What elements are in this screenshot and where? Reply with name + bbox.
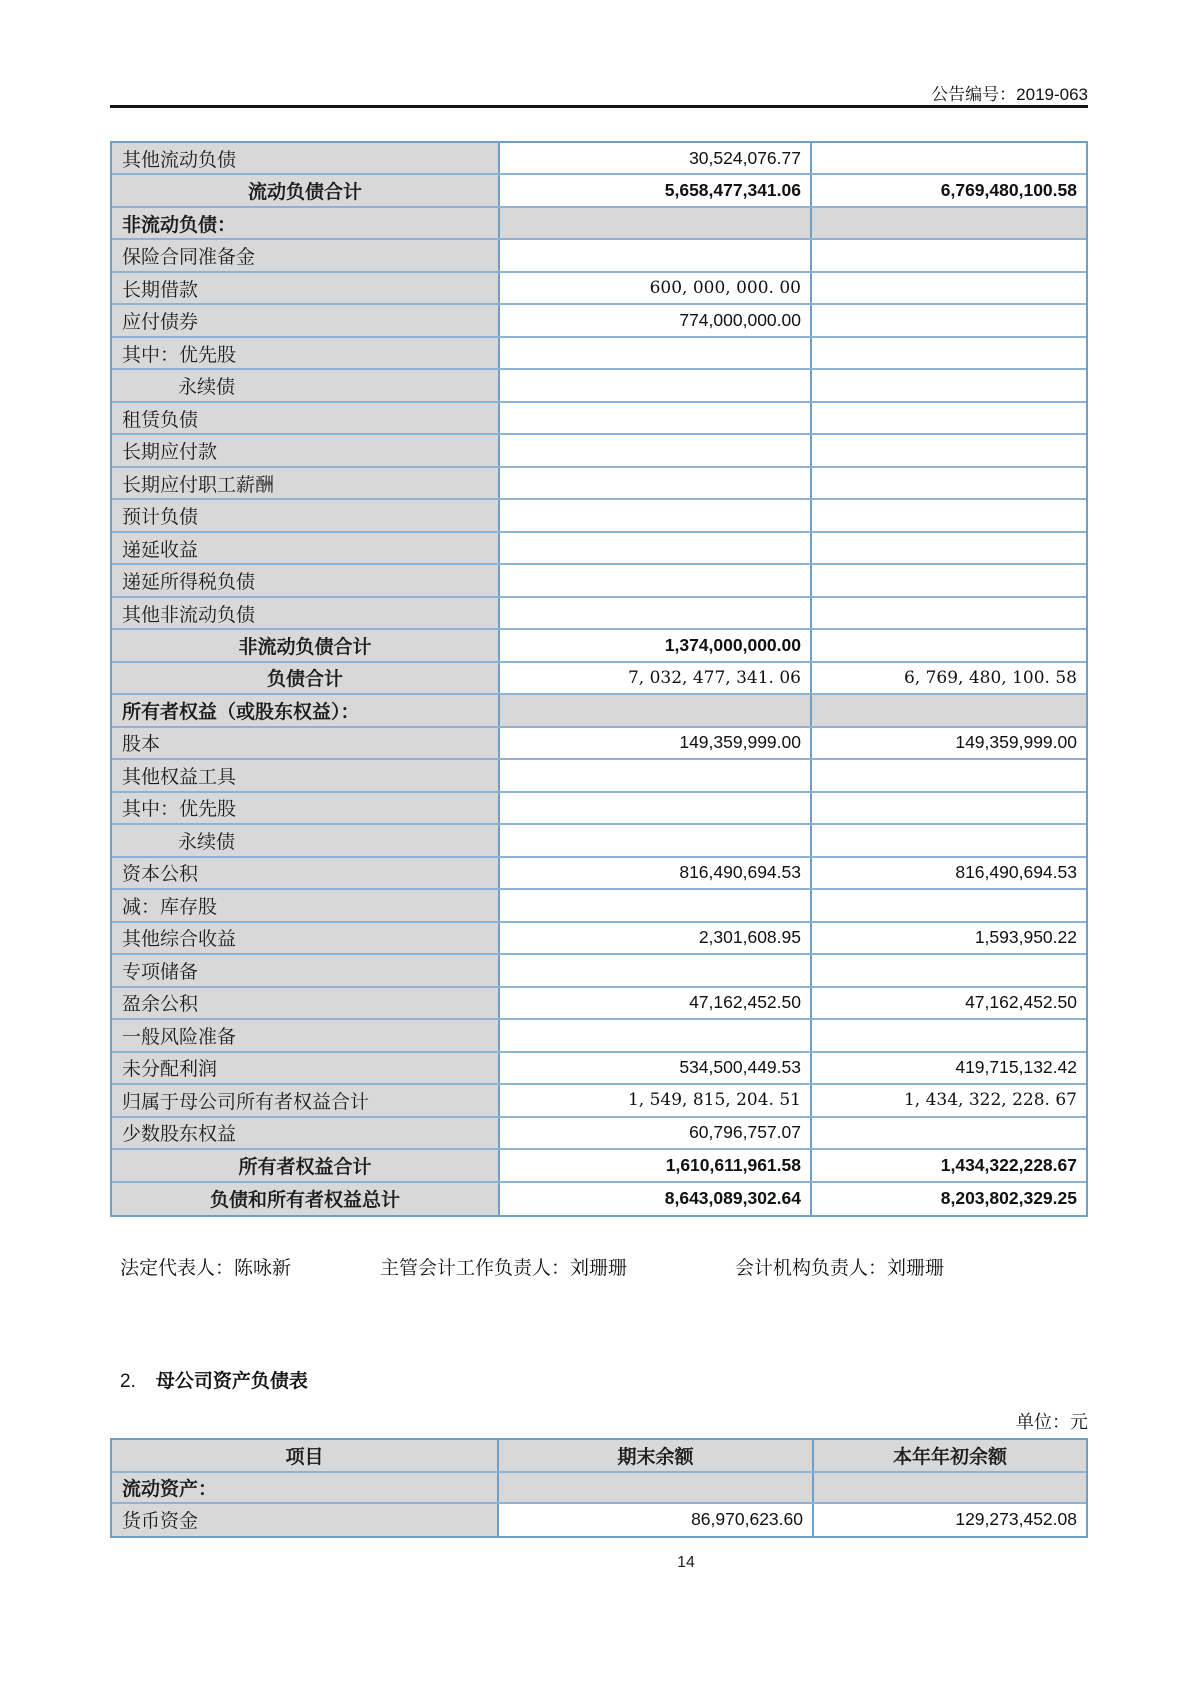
column-header-ending-balance: 期末余额	[499, 1440, 814, 1471]
cell-beginning-balance	[812, 305, 1086, 335]
table-row	[112, 143, 1086, 175]
cell-beginning-balance: 816,490,694.53	[955, 862, 1077, 883]
table-row	[112, 728, 1086, 760]
cell-ending-balance: 2,301,608.95	[500, 923, 812, 953]
cell-beginning-balance	[812, 370, 1086, 400]
cell-beginning-balance	[812, 468, 1086, 498]
table-row	[112, 1020, 1086, 1052]
row-label: 盈余公积	[112, 988, 500, 1018]
cell-ending-balance	[500, 793, 812, 823]
announcement-number: 公告编号：2019-063	[931, 85, 1088, 104]
table-row	[112, 1085, 1086, 1117]
row-label: 专项储备	[112, 955, 500, 985]
row-label: 递延所得税负债	[112, 565, 500, 595]
cell-ending-balance	[500, 500, 812, 530]
cell-beginning-balance	[812, 598, 1086, 628]
cell-ending-balance: 774,000,000.00	[500, 305, 812, 335]
row-label: 其中：优先股	[112, 793, 500, 823]
row-label: 未分配利润	[112, 1053, 500, 1083]
cell-beginning-balance	[812, 955, 1086, 985]
cell-beginning-balance	[812, 338, 1086, 368]
cell-beginning-balance	[812, 793, 1086, 823]
cell-beginning-balance: 149,359,999.00	[955, 732, 1077, 753]
cell-ending-balance	[500, 695, 812, 725]
row-label: 预计负债	[112, 500, 500, 530]
column-header-item: 项目	[112, 1440, 499, 1471]
table-row	[112, 890, 1086, 922]
row-label: 长期借款	[112, 273, 500, 303]
header-rule	[110, 105, 1088, 108]
cell-ending-balance: 534,500,449.53	[500, 1053, 812, 1083]
table-row	[112, 208, 1086, 240]
cell-ending-balance	[499, 1473, 814, 1503]
row-label: 流动资产：	[112, 1473, 499, 1503]
cell-ending-balance	[500, 338, 812, 368]
accounting-org-head: 会计机构负责人：刘珊珊	[735, 1258, 945, 1279]
table-row	[112, 565, 1086, 597]
cell-beginning-balance	[812, 890, 1086, 920]
table-row	[112, 1473, 1086, 1505]
cell-ending-balance	[500, 760, 812, 790]
row-label: 其中：优先股	[112, 338, 500, 368]
table-row	[112, 305, 1086, 337]
cell-ending-balance: 1,374,000,000.00	[500, 630, 812, 660]
table-row	[112, 760, 1086, 792]
row-label: 永续债	[112, 825, 500, 855]
legal-representative: 法定代表人：陈咏新	[120, 1258, 292, 1279]
table-row	[112, 923, 1086, 955]
row-label: 归属于母公司所有者权益合计	[112, 1085, 500, 1115]
cell-beginning-balance: 419,715,132.42	[955, 1057, 1077, 1078]
row-label: 递延收益	[112, 533, 500, 563]
cell-ending-balance: 60,796,757.07	[500, 1118, 812, 1148]
table-row	[112, 695, 1086, 727]
cell-ending-balance: 816,490,694.53	[500, 858, 812, 888]
row-label: 货币资金	[112, 1504, 499, 1536]
cell-beginning-balance: 1,593,950.22	[974, 927, 1077, 948]
cell-beginning-balance: 6, 769, 480, 100. 58	[903, 667, 1077, 688]
row-label: 其他权益工具	[112, 760, 500, 790]
table-row	[112, 370, 1086, 402]
cell-beginning-balance	[812, 500, 1086, 530]
table-row	[112, 1118, 1086, 1150]
cell-ending-balance	[500, 435, 812, 465]
cell-beginning-balance	[812, 240, 1086, 270]
row-label: 负债和所有者权益总计	[112, 1183, 500, 1215]
table-row	[112, 338, 1086, 370]
row-label: 非流动负债合计	[112, 630, 500, 660]
cell-ending-balance	[500, 403, 812, 433]
table-row	[112, 1150, 1086, 1182]
cell-ending-balance	[500, 825, 812, 855]
cell-ending-balance: 149,359,999.00	[500, 728, 812, 758]
row-label: 流动负债合计	[112, 175, 500, 205]
row-label: 非流动负债：	[112, 208, 500, 238]
cell-ending-balance: 30,524,076.77	[500, 143, 812, 173]
section-title: 母公司资产负债表	[155, 1371, 308, 1392]
row-label: 股本	[112, 728, 500, 758]
table-row	[112, 468, 1086, 500]
cell-beginning-balance	[812, 533, 1086, 563]
cell-ending-balance	[500, 370, 812, 400]
table-row	[112, 403, 1086, 435]
cell-ending-balance	[500, 598, 812, 628]
cell-beginning-balance	[812, 1020, 1086, 1050]
cell-beginning-balance	[812, 273, 1086, 303]
table-row	[112, 793, 1086, 825]
cell-ending-balance: 86,970,623.60	[499, 1504, 814, 1536]
cell-ending-balance	[500, 468, 812, 498]
table-row	[112, 1504, 1086, 1536]
table-row	[112, 988, 1086, 1020]
cell-ending-balance: 1, 549, 815, 204. 51	[500, 1085, 812, 1115]
cell-ending-balance	[500, 208, 812, 238]
cell-beginning-balance	[812, 695, 1086, 725]
cell-ending-balance	[500, 240, 812, 270]
cell-beginning-balance	[812, 143, 1086, 173]
cell-beginning-balance	[812, 208, 1086, 238]
page-number: 14	[677, 1554, 695, 1571]
cell-beginning-balance: 129,273,452.08	[955, 1509, 1077, 1530]
row-label: 一般风险准备	[112, 1020, 500, 1050]
cell-beginning-balance	[812, 1118, 1086, 1148]
row-label: 长期应付职工薪酬	[112, 468, 500, 498]
cell-ending-balance: 7, 032, 477, 341. 06	[500, 663, 812, 693]
cell-beginning-balance: 1, 434, 322, 228. 67	[903, 1090, 1077, 1111]
cell-ending-balance	[500, 1020, 812, 1050]
row-label: 应付债券	[112, 305, 500, 335]
cell-beginning-balance	[812, 825, 1086, 855]
cell-beginning-balance	[812, 435, 1086, 465]
cell-beginning-balance: 47,162,452.50	[965, 992, 1077, 1013]
table-row	[112, 533, 1086, 565]
cell-ending-balance: 5,658,477,341.06	[500, 175, 812, 205]
cell-beginning-balance	[814, 1473, 1086, 1503]
parent-balance-sheet-table	[110, 1438, 1088, 1538]
cell-beginning-balance: 8,203,802,329.25	[940, 1188, 1077, 1209]
table-row	[112, 175, 1086, 207]
table-row	[112, 598, 1086, 630]
table-row	[112, 273, 1086, 305]
cell-ending-balance	[500, 890, 812, 920]
cell-ending-balance: 1,610,611,961.58	[500, 1150, 812, 1180]
table-header-row	[112, 1440, 1086, 1473]
row-label: 其他流动负债	[112, 143, 500, 173]
cell-beginning-balance	[812, 403, 1086, 433]
unit-label: 单位：元	[1016, 1412, 1088, 1432]
cell-beginning-balance: 1,434,322,228.67	[940, 1154, 1077, 1175]
column-header-beginning-balance: 本年年初余额	[814, 1440, 1086, 1471]
row-label: 长期应付款	[112, 435, 500, 465]
table-row	[112, 630, 1086, 662]
row-label: 所有者权益（或股东权益）：	[112, 695, 500, 725]
table-row	[112, 1053, 1086, 1085]
table-row	[112, 663, 1086, 695]
row-label: 其他非流动负债	[112, 598, 500, 628]
chief-accounting-officer: 主管会计工作负责人：刘珊珊	[380, 1258, 628, 1279]
cell-ending-balance	[500, 533, 812, 563]
cell-ending-balance	[500, 565, 812, 595]
table-row	[112, 240, 1086, 272]
section-number: 2.	[120, 1371, 136, 1392]
table-row	[112, 858, 1086, 890]
cell-ending-balance: 600, 000, 000. 00	[500, 273, 812, 303]
cell-ending-balance	[500, 955, 812, 985]
cell-ending-balance: 47,162,452.50	[500, 988, 812, 1018]
section-heading	[120, 1366, 308, 1393]
row-label: 所有者权益合计	[112, 1150, 500, 1180]
cell-beginning-balance	[812, 565, 1086, 595]
cell-beginning-balance	[812, 630, 1086, 660]
consolidated-balance-sheet-table	[110, 141, 1088, 1217]
row-label: 负债合计	[112, 663, 500, 693]
table-row	[112, 955, 1086, 987]
table-row	[112, 1183, 1086, 1215]
signature-line	[0, 1253, 1200, 1277]
row-label: 资本公积	[112, 858, 500, 888]
cell-beginning-balance	[812, 760, 1086, 790]
row-label: 减：库存股	[112, 890, 500, 920]
row-label: 保险合同准备金	[112, 240, 500, 270]
table-row	[112, 435, 1086, 467]
table-row	[112, 825, 1086, 857]
cell-ending-balance: 8,643,089,302.64	[500, 1183, 812, 1215]
row-label: 租赁负债	[112, 403, 500, 433]
row-label: 少数股东权益	[112, 1118, 500, 1148]
cell-beginning-balance: 6,769,480,100.58	[940, 180, 1077, 201]
table-row	[112, 500, 1086, 532]
row-label: 永续债	[112, 370, 500, 400]
row-label: 其他综合收益	[112, 923, 500, 953]
